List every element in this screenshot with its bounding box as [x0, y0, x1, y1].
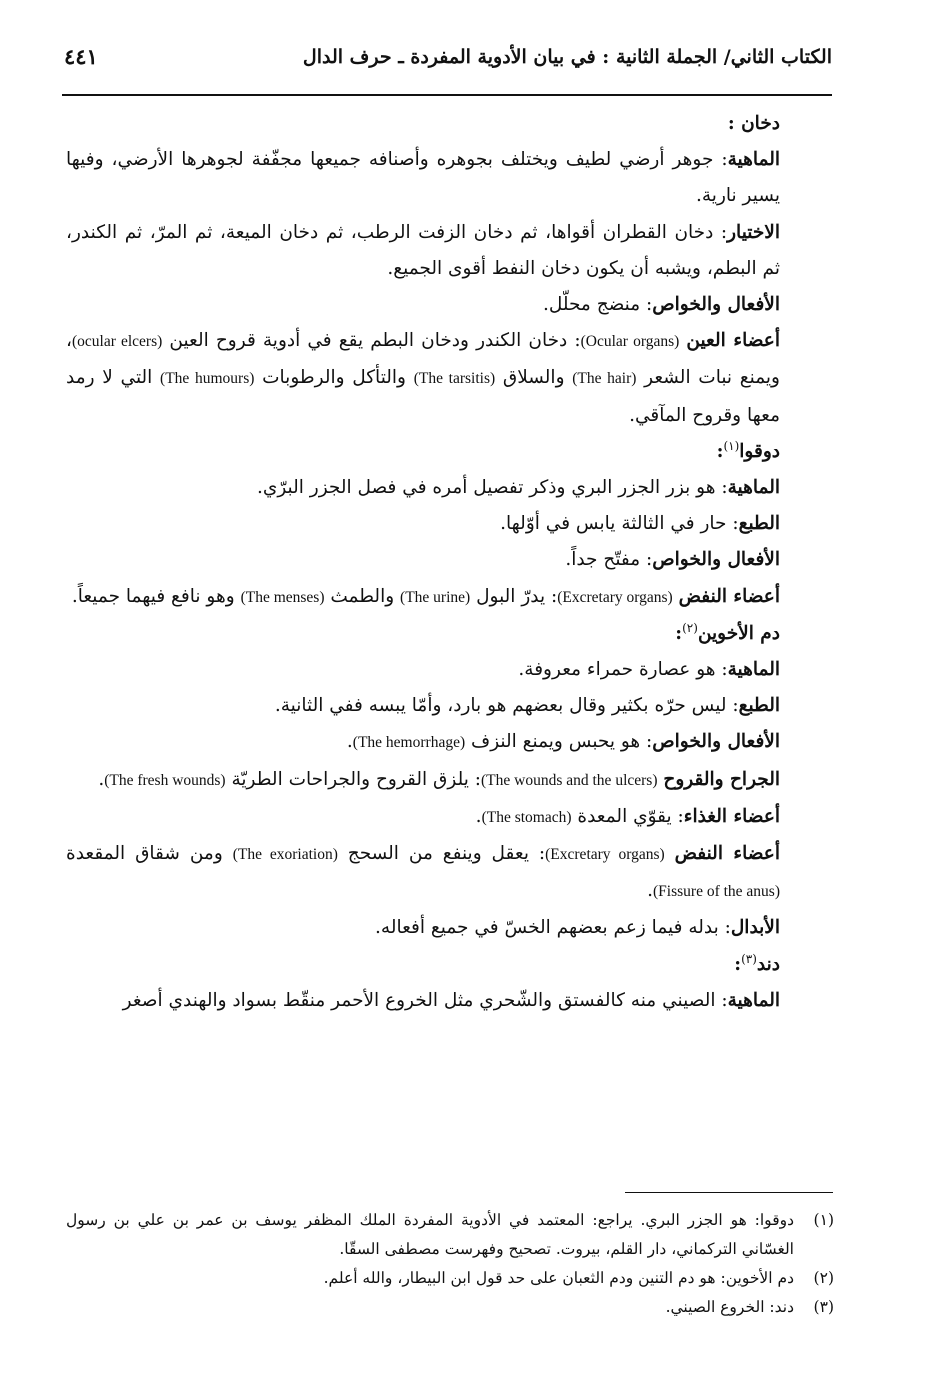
- footnote-text: دوقوا: هو الجزر البري. يراجع: المعتمد في الأدوية المفردة الملك المظفر يوسف بن عمر بن علي بن رسول الغسّاني التركماني، دار القلم، بيروت. تصحيح وفهرست مصطفى السقّا.: [66, 1211, 794, 1258]
- paragraph-ghidha: أعضاء الغذاء: يقوّي المعدة (The stomach).: [475, 805, 780, 827]
- paragraph-afaal: الأفعال والخواص: مفتّح جداً.: [565, 549, 780, 571]
- paragraph-ayn: أعضاء العين (Ocular organs): دخان الكندر ودخان البطم يقع في أدوية قروح العين (ocular elcers)، ويمنع نبات الشعر (The hair) والسلاق (The tarsitis) والتأكل والرطوبات (The humours) التي لا رمد معها وقروح المآقي.: [66, 330, 780, 426]
- footnotes: [66, 1206, 834, 1322]
- page-number: ٤٤١: [64, 44, 98, 69]
- footnote-text: دم الأخوين: هو دم التنين ودم الثعبان على حد قول ابن البيطار، والله أعلم.: [323, 1269, 794, 1287]
- paragraph-afaal: الأفعال والخواص: هو يحبس ويمنع النزف (The hemorrhage).: [346, 731, 780, 753]
- paragraph-tab: الطبع: حار في الثالثة يابس في أوّلها.: [500, 513, 780, 535]
- paragraph-nafd: أعضاء النفض (Excretary organs): يدرّ البول (The urine) والطمث (The menses) وهو نافع فيهما جميعاً.: [71, 585, 780, 607]
- entry-heading: دوقوا$^{(١)}$:: [716, 438, 780, 462]
- footnote-item: [66, 1206, 834, 1264]
- entry-heading: دخان :: [727, 113, 780, 134]
- footnote-number: (٢): [813, 1269, 834, 1287]
- footnote-text: دند: الخروع الصيني.: [665, 1298, 794, 1316]
- paragraph-nafd: أعضاء النفض (Excretary organs): يعقل وينفع من السحج (The exoriation) ومن شقاق المقعدة (Fissure of the anus).: [66, 843, 780, 902]
- footnote-divider: [625, 1192, 833, 1193]
- footnote-number: (٣): [813, 1298, 834, 1316]
- footnote-ref: (١): [723, 438, 740, 453]
- page-header: [62, 34, 832, 96]
- paragraph-afaal: الأفعال والخواص: منضج محلّل.: [542, 294, 780, 316]
- paragraph-ikhtiyar: الاختيار: دخان القطران أقواها، ثم دخان الزفت الرطب، ثم دخان الميعة، ثم المرّ، ثم الكندر، ثم البطم، ويشبه أن يكون دخان النفط أقوى الجميع.: [66, 221, 780, 279]
- entry-heading: دم الأخوين$^{(٢)}$:: [675, 620, 780, 644]
- footnote-item: [66, 1264, 834, 1293]
- paragraph-abdal: الأبدال: بدله فيما زعم بعضهم الخسّ في جميع أفعاله.: [375, 917, 780, 939]
- paragraph-mahiya: الماهية: جوهر أرضي لطيف ويختلف بجوهره وأصنافه جميعها مجفّفة لجوهرها الأرضي، وفيها يسير نارية.: [66, 149, 780, 207]
- footnote-ref: (٢): [682, 620, 698, 635]
- footnote-ref: (٣): [741, 951, 757, 966]
- main-text: [66, 106, 834, 1019]
- paragraph-tab: الطبع: ليس حرّه بكثير وقال بعضهم هو بارد، وأمّا يبسه ففي الثانية.: [274, 695, 780, 717]
- entry-heading: دند$^{(٣)}$:: [734, 951, 780, 975]
- footnote-number: (١): [813, 1211, 834, 1229]
- footnote-item: [66, 1293, 834, 1322]
- paragraph-mahiya: الماهية: هو بزر الجزر البري وذكر تفصيل أمره في فصل الجزر البرّي.: [256, 477, 780, 499]
- paragraph-jirah: الجراح والقروح (The wounds and the ulcers): يلزق القروح والجراحات الطريّة (The fresh wounds).: [98, 768, 780, 790]
- paragraph-mahiya: الماهية: الصيني منه كالفستق والشّحري مثل الخروع الأحمر منقّط بسواد والهندي أصغر: [122, 989, 780, 1011]
- paragraph-mahiya: الماهية: هو عصارة حمراء معروفة.: [518, 659, 780, 681]
- running-title: الكتاب الثاني/ الجملة الثانية : في بيان الأدوية المفردة ـ حرف الدال: [302, 46, 832, 68]
